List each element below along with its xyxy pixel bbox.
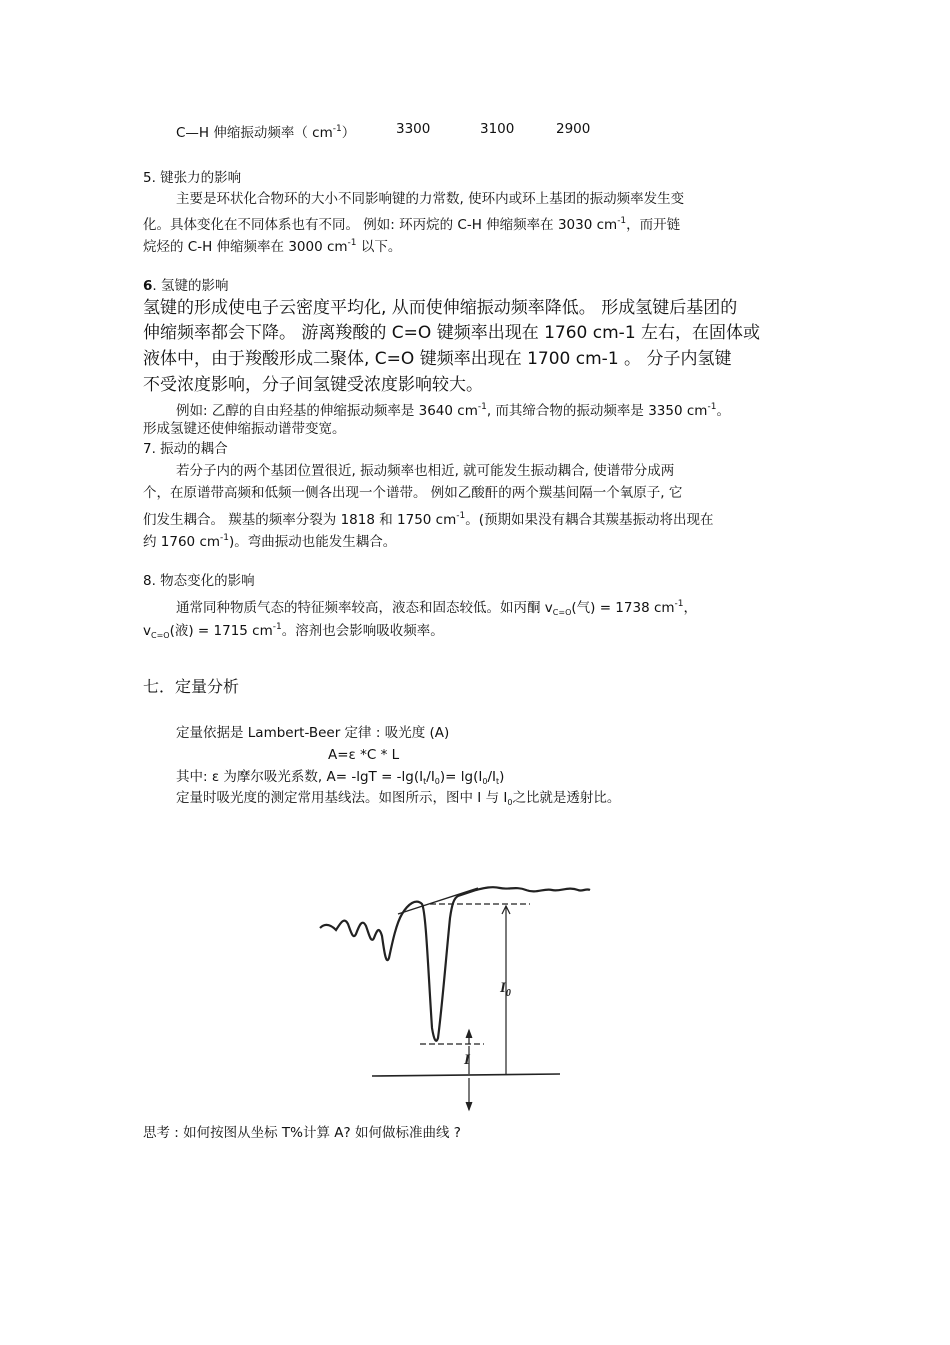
section-6-body-3: 液体中，由于羧酸形成二聚体, C=O 键频率出现在 1700 cm-1 。 分子内氢键: [143, 349, 732, 369]
section-6-body-1: 氢键的形成使电子云密度平均化, 从而使伸缩振动频率降低。 形成氢键后基团的: [143, 298, 738, 318]
baseline-method-figure: [316, 878, 592, 1118]
ch-value-2900: 2900: [556, 121, 591, 137]
section-5-line-2: 化。具体变化在不同体系也有不同。 例如: 环丙烷的 C-H 伸缩频率在 3030 $cm^{-1}$，而开链: [143, 216, 681, 233]
section-7-line-2: 个，在原谱带高频和低频一侧各出现一个谱带。 例如乙酸酐的两个羰基间隔一个氧原子, 它: [143, 485, 683, 501]
think-question: 思考 : 如何按图从坐标 T%计算 A? 如何做标准曲线 ?: [143, 1125, 461, 1141]
quant-line-4: 定量时吸光度的测定常用基线法。如图所示，图中 I 与 $I_0$之比就是透射比。: [176, 790, 621, 807]
label-i: I: [464, 1052, 470, 1068]
label-i0: $I_0$: [500, 980, 511, 999]
section-6-body-2: 伸缩频率都会下降。 游离羧酸的 C=O 键频率出现在 1760 cm-1 左右，在固体或: [143, 323, 761, 343]
section-6-title: 6. 氢键的影响: [143, 278, 229, 294]
section-8-line-2: $v_{C=O}$(液) = 1715 $cm^{-1}$。溶剂也会影响吸收频率。: [143, 622, 444, 640]
section-5-line-3: 烷烃的 C-H 伸缩频率在 3000 $cm^{-1}$ 以下。: [143, 238, 402, 255]
section-7-title: 7. 振动的耦合: [143, 441, 228, 457]
section-8-title: 8. 物态变化的影响: [143, 573, 255, 589]
baseline-tangent: [398, 888, 478, 914]
ch-value-3100: 3100: [480, 121, 515, 137]
section-6-example-1: 例如: 乙醇的自由羟基的伸缩振动频率是 3640 $cm^{-1}$, 而其缔合物的振动频率是 3350 $cm^{-1}$。: [176, 402, 730, 419]
section-7-line-4: 约 1760 $cm^{-1}$)。弯曲振动也能发生耦合。: [143, 533, 397, 550]
ch-frequency-row: C—H 伸缩振动频率（ $cm^{-1}$）: [176, 124, 356, 141]
section-5-title: 5. 键张力的影响: [143, 170, 242, 186]
section-6-body-4: 不受浓度影响，分子间氢键受浓度影响较大。: [143, 375, 483, 395]
lambert-beer-formula: A=ε *C * L: [328, 747, 400, 763]
section-7-line-3: 们发生耦合。 羰基的频率分裂为 1818 和 1750 $cm^{-1}$。(预期如果没有耦合其羰基振动将出现在: [143, 511, 714, 528]
x-axis-baseline: [372, 1074, 560, 1076]
quant-line-1: 定量依据是 Lambert-Beer 定律 : 吸光度 (A): [176, 725, 450, 741]
spectrum-curve: [320, 887, 590, 1041]
quant-line-3: 其中: ε 为摩尔吸光系数, $A= -\lg T = -\lg(I_t/I_0)= \lg(I_0/I_t)$: [176, 769, 505, 786]
section-6-example-2: 形成氢键还使伸缩振动谱带变宽。: [143, 421, 346, 437]
section-7-line-1: 若分子内的两个基团位置很近, 振动频率也相近, 就可能发生振动耦合, 使谱带分成两: [176, 463, 675, 479]
section-5-line-1: 主要是环状化合物环的大小不同影响键的力常数, 使环内或环上基团的振动频率发生变: [176, 191, 685, 207]
ch-value-3300: 3300: [396, 121, 431, 137]
quantitative-analysis-title: 七．定量分析: [143, 677, 240, 696]
section-8-line-1: 通常同种物质气态的特征频率较高，液态和固态较低。如丙酮 $v_{C=O}$(气) = 1738 $cm^{-1}$，: [176, 599, 698, 617]
